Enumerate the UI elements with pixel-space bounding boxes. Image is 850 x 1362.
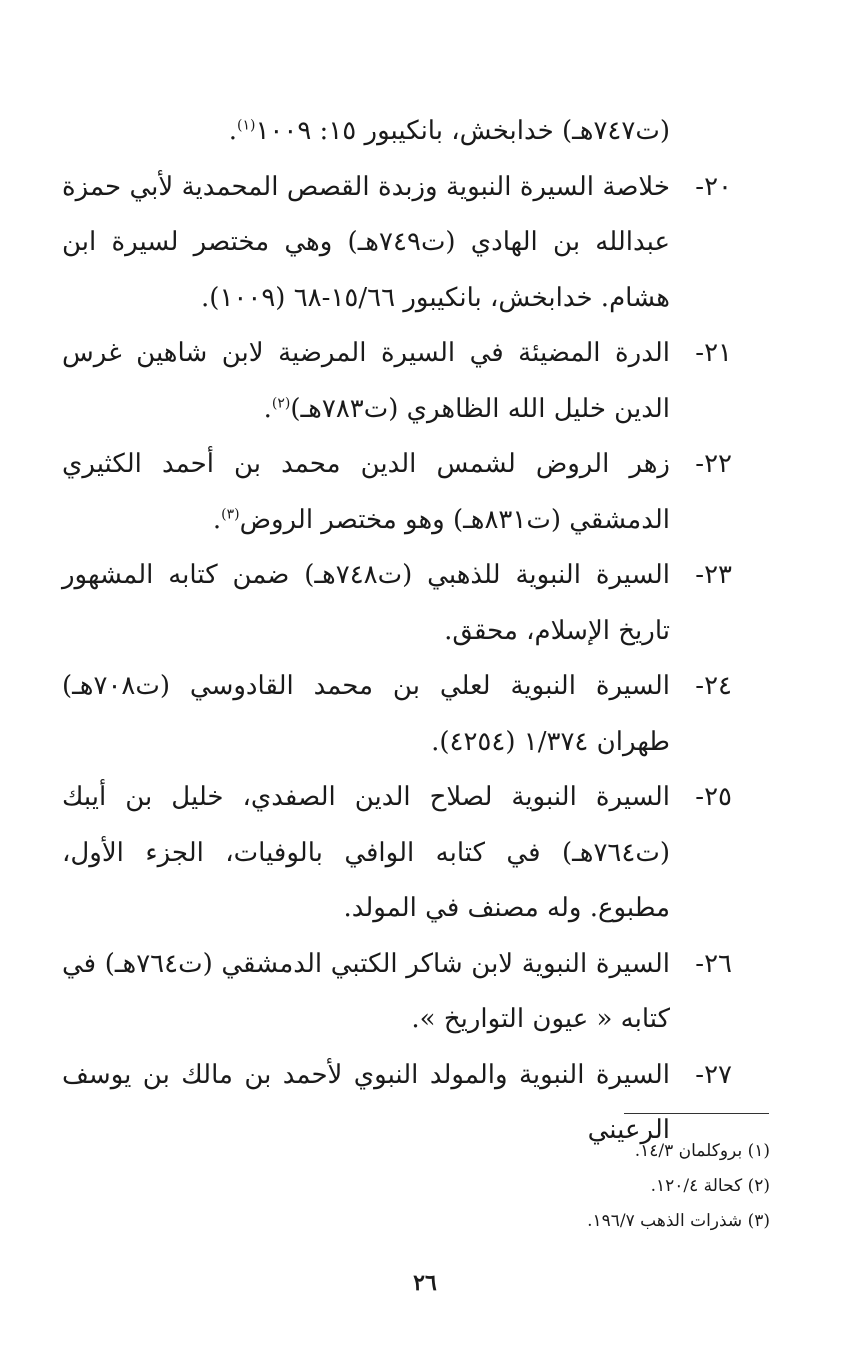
entry-end: . [212,504,222,535]
carry-over-line [62,104,732,160]
main-text [62,104,732,1159]
entry-text-wrapper [62,326,670,437]
entry-text: السيرة النبوية للذهبي (ت٧٤٨هـ) ضمن كتابه المشهور تاريخ الإسلام، محقق. [62,560,670,646]
list-item [62,326,732,437]
entry-number: ٢٦- [695,948,732,979]
entry-text-wrapper [62,437,670,548]
entry-text: زهر الروض لشمس الدين محمد بن أحمد الكثيري الدمشقي (ت٨٣١هـ) وهو مختصر الروض [62,449,670,535]
entry-number: ٢١- [695,338,732,368]
footnote-2: (٢) كحالة ١٢٠/٤. [650,1176,770,1196]
list-item [62,937,732,1048]
footnote-3: (٣) شذرات الذهب ١٩٦/٧. [587,1211,770,1231]
carry-over-end: . [228,116,237,146]
entry-number: ٢٥- [695,782,732,812]
footnote-ref-1: (١) [236,117,256,134]
entry-text: خلاصة السيرة النبوية وزبدة القصص المحمدية لأبي حمزة عبدالله بن الهادي (ت٧٤٩هـ) وهي مختصر لسيرة ابن هشام. خدابخش، بانكيبور ١٥/٦٦-٦٨ (١٠٠٩). [62,171,670,313]
footnote-divider [624,1113,769,1114]
entry-text: السيرة النبوية لابن شاكر الكتبي الدمشقي (ت٧٦٤هـ) في كتابه « عيون التواريخ ». [62,948,670,1034]
entry-number: ٢٤- [695,671,732,701]
entry-text: الدرة المضيئة في السيرة المرضية لابن شاهين غرس الدين خليل الله الظاهري (ت٧٨٣هـ) [62,338,670,424]
list-item [62,160,732,327]
list-item [62,770,732,937]
entry-number: ٢٠- [695,171,732,202]
page-number: ٢٦ [413,1270,437,1296]
entry-number: ٢٣- [695,560,732,590]
entry-text: السيرة النبوية والمولد النبوي لأحمد بن مالك بن يوسف الرعيني [62,1059,670,1145]
footnotes [400,1134,770,1239]
entry-text: السيرة النبوية لصلاح الدين الصفدي، خليل بن أيبك (ت٧٦٤هـ) في كتابه الوافي بالوفيات، الجزء الأول، مطبوع. وله مصنف في المولد. [62,782,670,923]
entry-end: . [263,393,272,424]
footnote-1: (١) بروكلمان ١٤/٣. [634,1141,770,1161]
entry-number: ٢٧- [695,1059,732,1090]
entry-number: ٢٢- [695,449,732,479]
list-item [62,659,732,770]
footnote-ref-2: (٢) [271,394,291,411]
carry-over-text: (ت٧٤٧هـ) خدابخش، بانكيبور ١٥: ١٠٠٩ [255,116,670,146]
list-item [62,437,732,548]
list-item [62,548,732,659]
footnote-ref-3: (٣) [221,505,240,522]
entry-text: السيرة النبوية لعلي بن محمد القادوسي (ت٧٠٨هـ) طهران ١/٣٧٤ (٤٢٥٤). [62,671,670,757]
